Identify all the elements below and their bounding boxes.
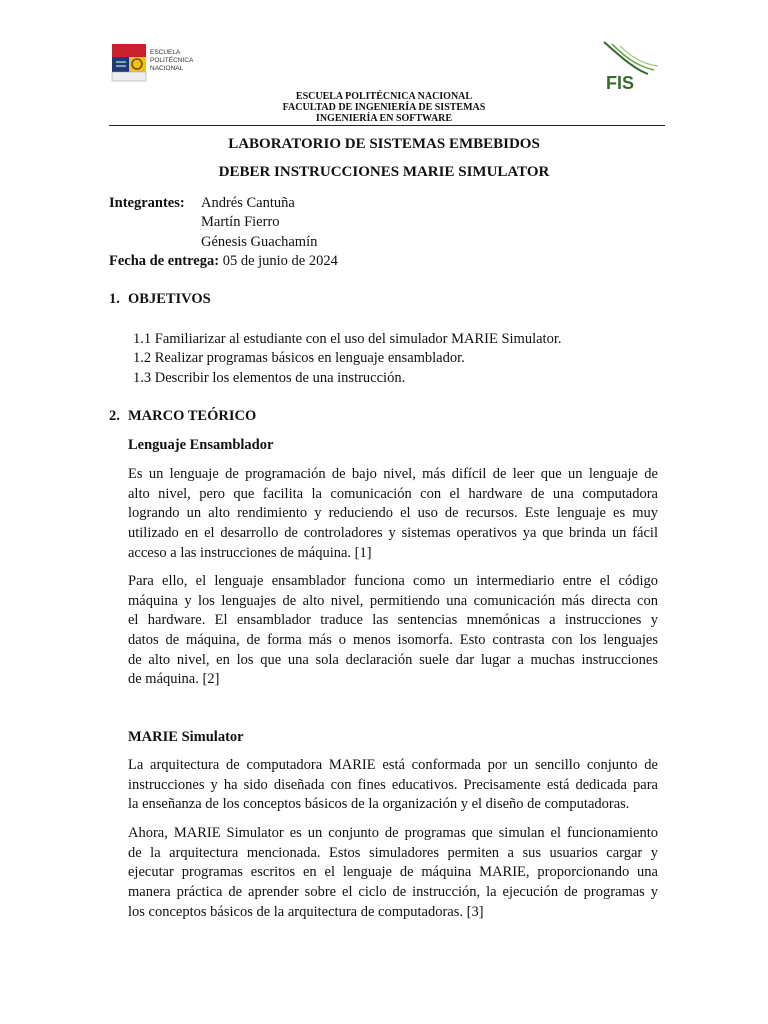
objective-item: 1.3 Describir los elementos de una instrucción. xyxy=(133,370,406,386)
epn-logo xyxy=(110,42,200,88)
paragraph-line: de la arquitectura mencionada. Estos simuladores permiten a sus usuarios cargar y xyxy=(128,844,658,861)
paragraph-line: logrando un alto rendimiento y reduciendo el uso de recursos. Este lenguaje es muy xyxy=(128,505,658,522)
paragraph-line: el hardware. El ensamblador traduce las sentencias mnemónicas a instrucciones y xyxy=(128,612,658,629)
section-title: MARCO TEÓRICO xyxy=(128,408,257,424)
career-name: INGENIERÍA EN SOFTWARE xyxy=(315,113,453,124)
epn-logo-line-1: ESCUELA xyxy=(150,49,181,56)
paragraph xyxy=(128,465,658,563)
epn-logo-line-2: POLITÉCNICA xyxy=(150,57,194,64)
paragraph xyxy=(128,572,658,690)
section-heading-theory xyxy=(109,408,256,425)
paragraph-line: Ahora, MARIE Simulator es un conjunto de programas que simulan el funcionamiento xyxy=(128,825,658,841)
paragraph-line: de alto nivel, en los que una sola declaración suele dar lugar a muchas instrucciones xyxy=(128,651,658,668)
paragraph-line: ejecutar programas escritos en el lenguaje de máquina MARIE, proporcionando una xyxy=(128,864,658,881)
members-label: Integrantes: xyxy=(109,195,185,211)
member-name: Génesis Guachamín xyxy=(201,234,318,250)
epn-logo-line-3: NACIONAL xyxy=(150,65,184,72)
date-label: Fecha de entrega: xyxy=(109,253,220,269)
paragraph xyxy=(128,756,658,815)
paragraph-line: de máquina. [2] xyxy=(128,671,220,688)
section-number: 1. xyxy=(109,291,120,307)
section-number: 2. xyxy=(109,408,120,424)
section-title: OBJETIVOS xyxy=(128,291,211,307)
paragraph-line: acceso a las instrucciones de máquina. [1] xyxy=(128,544,372,561)
subsection-title: MARIE Simulator xyxy=(128,729,244,745)
member-name: Martín Fierro xyxy=(201,214,280,230)
institution-name: ESCUELA POLITÉCNICA NACIONAL xyxy=(295,91,473,102)
date-value: 05 de junio de 2024 xyxy=(222,253,338,269)
document-subtitle: DEBER INSTRUCCIONES MARIE SIMULATOR xyxy=(218,164,550,180)
paragraph-line: La arquitectura de computadora MARIE está conformada por un sencillo conjunto de xyxy=(128,757,658,773)
objective-item: 1.2 Realizar programas básicos en lenguaje ensamblador. xyxy=(133,350,465,366)
section-heading-objectives xyxy=(109,291,211,308)
paragraph-line: los conceptos básicos de la arquitectura de computadoras. [3] xyxy=(128,903,484,920)
subsection-title: Lenguaje Ensamblador xyxy=(128,437,274,453)
member-name: Andrés Cantuña xyxy=(201,195,295,211)
paragraph xyxy=(128,824,658,922)
paragraph-line: instrucciones y ha sido diseñada con fines educativos. Precisamente está dedicada para xyxy=(128,776,658,793)
fis-logo xyxy=(598,40,662,92)
paragraph-line: utilizado en el desarrollo de controladores y sistemas operativos ya que brinda un fácil xyxy=(128,525,658,542)
faculty-name: FACULTAD DE INGENIERÍA DE SISTEMAS xyxy=(282,102,486,113)
paragraph-line: Para ello, el lenguaje ensamblador funciona como un intermediario entre el código xyxy=(128,573,658,589)
paragraph-line: Es un lenguaje de programación de bajo nivel, más difícil de leer que un lenguaje de xyxy=(128,466,658,482)
paragraph-line: máquina y los lenguajes de alto nivel, permitiendo una comunicación más directa con xyxy=(128,592,658,609)
paragraph-line: alto nivel, pero que facilita la comunicación con el hardware de una computadora xyxy=(128,485,658,502)
fis-logo-text: FIS xyxy=(606,73,635,92)
paragraph-line: datos de máquina, de forma más o menos isomorfa. Esto contrasta con los lenguajes xyxy=(128,632,658,649)
paragraph-line: manera práctica de aprender sobre el ciclo de instrucción, la ejecución de programas y xyxy=(128,884,658,901)
delivery-date xyxy=(109,251,338,271)
document-title: LABORATORIO DE SISTEMAS EMBEBIDOS xyxy=(228,136,540,152)
paragraph-line: la enseñanza de los conceptos básicos de la organización y el diseño de computadoras. xyxy=(128,796,630,813)
header-divider xyxy=(109,125,665,126)
objective-item: 1.1 Familiarizar al estudiante con el uso del simulador MARIE Simulator. xyxy=(133,331,562,347)
